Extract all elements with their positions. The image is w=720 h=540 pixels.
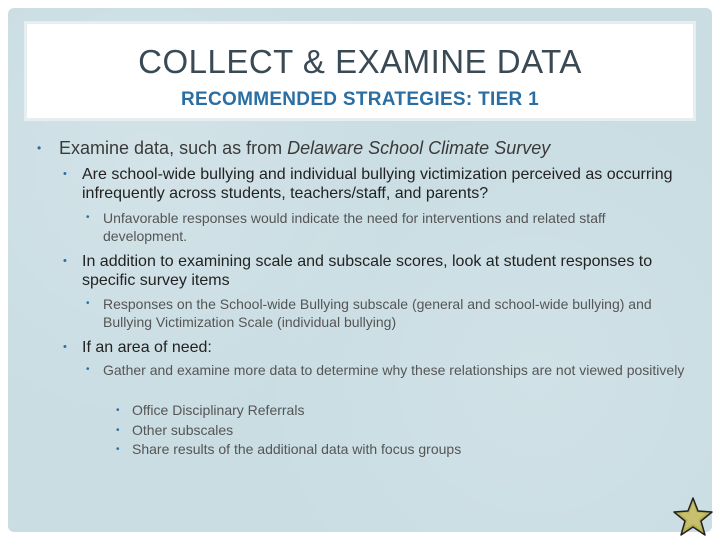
bullet-text: In addition to examining scale and subscale scores, look at student responses to specific survey items: [82, 253, 653, 289]
survey-name: Delaware School Climate Survey: [287, 138, 551, 158]
slide-title: COLLECT & EXAMINE DATA: [138, 43, 582, 80]
bullet-subscale-responses: [86, 295, 693, 331]
list-item: [116, 401, 672, 420]
bullet-dot: •: [116, 425, 120, 436]
star-icon: [672, 496, 714, 538]
bullet-text: Share results of the additional data with focus groups: [132, 441, 462, 457]
bullet-unfavorable-responses: [86, 209, 693, 245]
bullet-text: Unfavorable responses would indicate the need for interventions and related staff development.: [103, 210, 606, 244]
bullet-text: Other subscales: [132, 422, 234, 438]
bullet-text: Are school-wide bullying and individual bullying victimization perceived as occurring infrequently across students, teachers/staff, and parents?: [82, 166, 673, 202]
bullet-dot: •: [63, 168, 67, 180]
bullet-scale-scores: [63, 252, 682, 290]
bullet-text: Gather and examine more data to determine why these relationships are not viewed positively: [103, 362, 685, 378]
bullet-dot: •: [86, 212, 90, 223]
title-box: [24, 21, 696, 121]
list-item: [116, 421, 672, 440]
bullet-examine-data: [37, 138, 699, 159]
list-item: [116, 440, 672, 459]
bullet-text: If an area of need:: [82, 339, 212, 356]
bullet-dot: •: [116, 405, 120, 416]
bullet-text: Responses on the School-wide Bullying subscale (general and school-wide bullying) and Bullying Victimization Scale (individual bullying): [103, 296, 652, 330]
bullet-text: Examine data, such as from: [59, 138, 288, 158]
bullet-dot: •: [86, 298, 90, 309]
bullet-dot: •: [63, 255, 67, 267]
bullet-perceived-question: [63, 165, 692, 203]
slide-subtitle: RECOMMENDED STRATEGIES: TIER 1: [180, 89, 540, 110]
bullet-dot: •: [116, 444, 120, 455]
bullet-gather-data: [86, 361, 693, 379]
bullet-area-of-need: [63, 338, 682, 357]
bullet-dot: •: [86, 364, 90, 375]
bullet-dot: •: [37, 141, 42, 155]
bullet-text: Office Disciplinary Referrals: [132, 402, 305, 418]
bullet-dot: •: [63, 341, 67, 353]
